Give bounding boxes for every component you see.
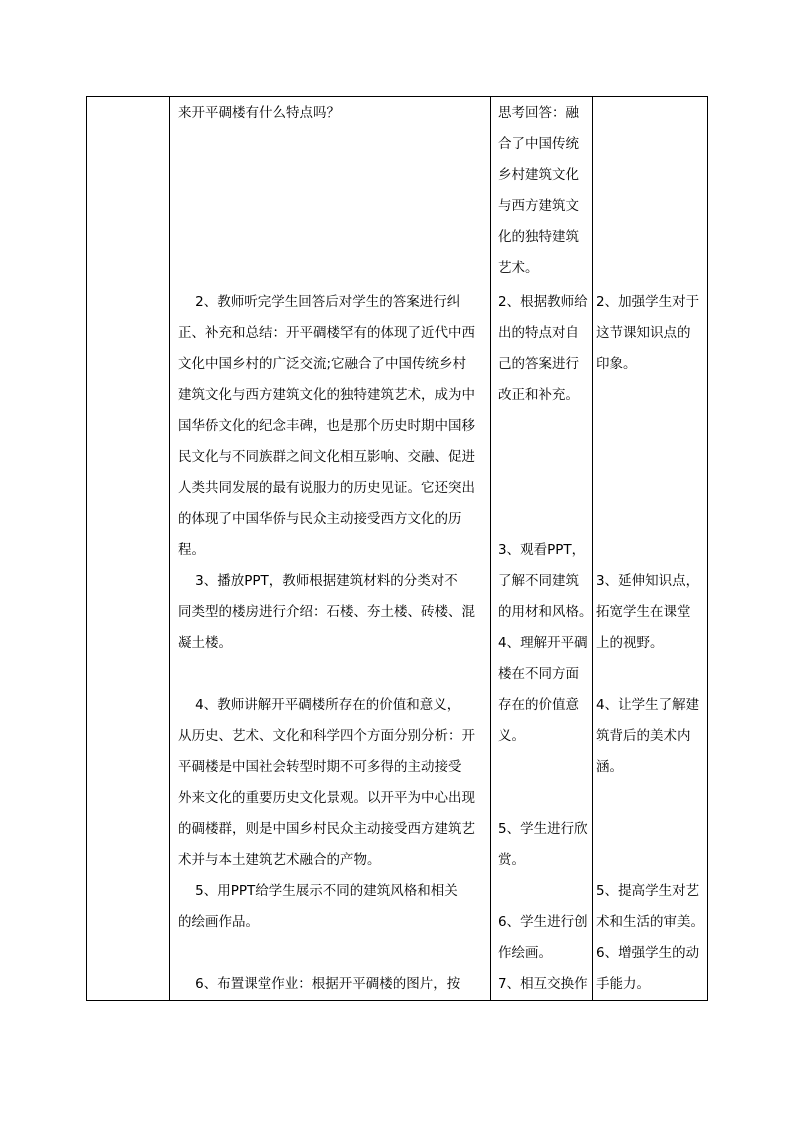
intent-line: 手能力。 [596,976,650,992]
student-line: 2、根据教师给 [498,294,588,310]
content-line: 平碉楼是中国社会转型时期不可多得的主动接受 [178,759,462,775]
intent-line: 印象。 [596,356,637,372]
content-line: 文化中国乡村的广泛交流;它融合了中国传统乡村 [178,356,467,372]
student-line: 3、观看PPT， [498,542,586,558]
intent-line: 6、增强学生的动 [596,945,700,961]
student-line: 改正和补充。 [498,387,579,403]
content-line: 国华侨文化的纪念丰碑，也是那个历史时期中国移 [178,418,475,434]
student-line: 赏。 [498,852,525,868]
column-divider [169,97,170,1000]
intent-line: 筑背后的美术内 [596,728,691,744]
lesson-table [86,96,708,1001]
content-line: 程。 [178,542,205,558]
content-line: 凝土楼。 [178,635,232,651]
student-line: 了解不同建筑 [498,573,579,589]
intent-line: 2、加强学生对于 [596,294,700,310]
student-line: 楼在不同方面 [498,666,579,682]
student-line: 存在的价值意 [498,697,579,713]
student-line: 艺术。 [498,260,539,276]
student-line: 化的独特建筑 [498,229,579,245]
content-line: 3、播放PPT，教师根据建筑材料的分类对不 [178,573,458,589]
student-line: 6、学生进行创 [498,914,588,930]
content-line: 民文化与不同族群之间文化相互影响、交融、促进 [178,449,475,465]
student-line: 与西方建筑文 [498,198,579,214]
content-line: 来开平碉楼有什么特点吗？ [178,105,340,121]
content-line: 2、教师听完学生回答后对学生的答案进行纠 [178,294,461,310]
content-line: 的碉楼群，则是中国乡村民众主动接受西方建筑艺 [178,821,475,837]
student-line: 4、理解开平碉 [498,635,588,651]
content-line: 同类型的楼房进行介绍：石楼、夯土楼、砖楼、混 [178,604,475,620]
student-line: 出的特点对自 [498,325,579,341]
intent-line: 3、延伸知识点， [596,573,700,589]
student-line: 乡村建筑文化 [498,167,579,183]
content-line: 从历史、艺术、文化和科学四个方面分别分析：开 [178,728,475,744]
intent-line: 这节课知识点的 [596,325,691,341]
intent-line: 5、提高学生对艺 [596,883,700,899]
content-line: 正、补充和总结：开平碉楼罕有的体现了近代中西 [178,325,475,341]
content-line: 建筑文化与西方建筑文化的独特建筑艺术，成为中 [178,387,475,403]
student-line: 7、相互交换作 [498,976,588,992]
student-line: 5、学生进行欣 [498,821,588,837]
student-line: 作绘画。 [498,945,552,961]
content-line: 外来文化的重要历史文化景观。以开平为中心出现 [178,790,475,806]
column-divider [592,97,593,1000]
student-line: 合了中国传统 [498,136,579,152]
intent-line: 术和生活的审美。 [596,914,704,930]
content-line: 6、布置课堂作业：根据开平碉楼的图片，按 [178,976,461,992]
intent-line: 上的视野。 [596,635,664,651]
intent-line: 拓宽学生在课堂 [596,604,691,620]
intent-line: 涵。 [596,759,623,775]
content-line: 的绘画作品。 [178,914,259,930]
column-divider [490,97,491,1000]
intent-line: 4、让学生了解建 [596,697,700,713]
content-line: 术并与本土建筑艺术融合的产物。 [178,852,381,868]
content-line: 4、教师讲解开平碉楼所存在的价值和意义， [178,697,461,713]
student-line: 义。 [498,728,525,744]
student-line: 的用材和风格。 [498,604,593,620]
content-line: 5、用PPT给学生展示不同的建筑风格和相关 [178,883,458,899]
student-line: 己的答案进行 [498,356,579,372]
student-line: 思考回答：融 [498,105,579,121]
content-line: 人类共同发展的最有说服力的历史见证。它还突出 [178,480,475,496]
content-line: 的体现了中国华侨与民众主动接受西方文化的历 [178,511,462,527]
